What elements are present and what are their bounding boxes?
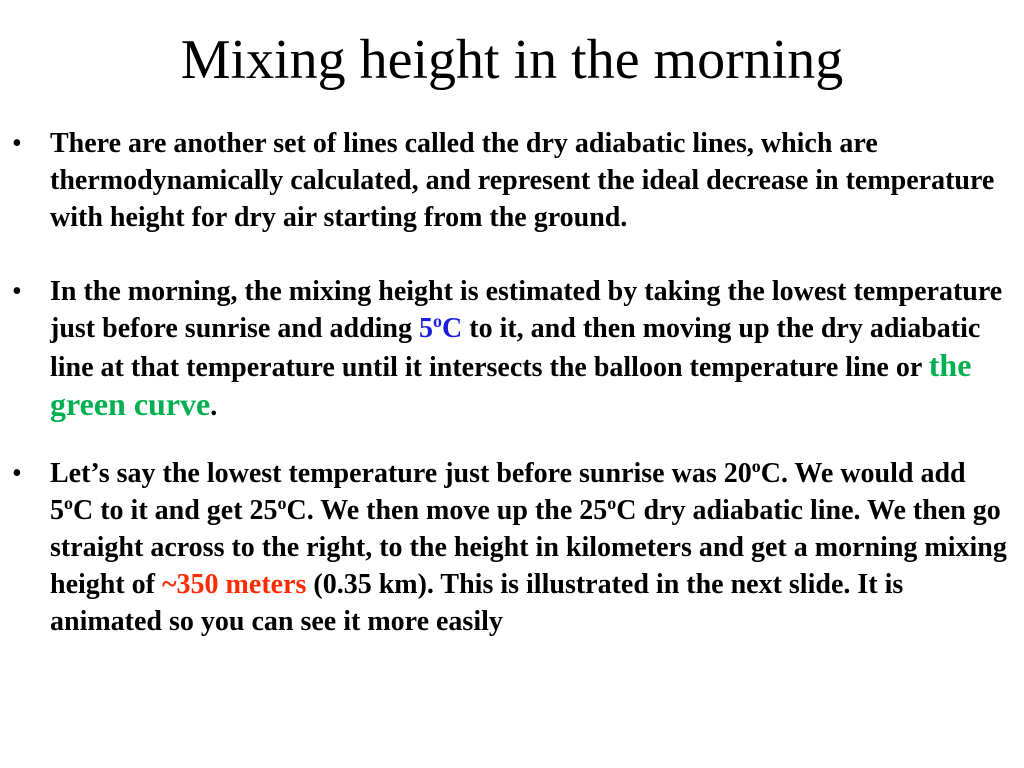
bullet-text-part: Let’s say the lowest temperature just before sunrise was 20: [50, 458, 752, 489]
bullet-text-part: .: [210, 391, 218, 422]
bullet-icon: •: [12, 128, 22, 159]
bullet-text: There are another set of lines called the dry adiabatic lines, which are thermodynamically calculated, and represent the ideal decrease in temperature with height for dry air starting from the ground.: [50, 128, 995, 233]
bullet-text-part: to it, and then moving up the dry adiabatic line at that temperature until it intersects the balloon temperature line or: [50, 313, 981, 383]
bullet-item-example: [0, 455, 1010, 640]
highlight-green-curve: the green curve: [50, 347, 972, 422]
bullet-list: [0, 125, 1010, 640]
degree-superscript: o: [277, 493, 287, 513]
highlight-five-degrees: [419, 313, 462, 344]
bullet-item-morning-estimate: [0, 273, 1010, 425]
highlight-unit: C: [442, 313, 463, 344]
bullet-item-dry-adiabatic: [0, 125, 1010, 236]
degree-superscript: o: [433, 311, 443, 331]
bullet-text-part: C. We would add 5: [50, 458, 966, 526]
bullet-text-part: C to it and get 25: [73, 495, 278, 526]
degree-superscript: o: [751, 456, 761, 476]
highlight-mixing-height: ~350 meters: [162, 569, 307, 600]
bullet-icon: •: [12, 276, 22, 307]
degree-superscript: o: [64, 493, 73, 513]
highlight-value: 5: [419, 313, 434, 344]
bullet-icon: •: [12, 458, 22, 489]
bullet-text-part: C. We then move up the 25: [286, 495, 608, 526]
bullet-text-part: C dry adiabatic line. We then go straight across to the right, to the height in kilometers and get a morning mixing height of: [50, 495, 1007, 600]
bullet-text-part: In the morning, the mixing height is estimated by taking the lowest temperature just before sunrise and adding: [50, 276, 1003, 344]
degree-superscript: o: [607, 493, 617, 513]
bullet-text-part: (0.35 km). This is illustrated in the next slide. It is animated so you can see it more easily: [50, 569, 904, 637]
slide-title: Mixing height in the morning: [180, 29, 844, 91]
